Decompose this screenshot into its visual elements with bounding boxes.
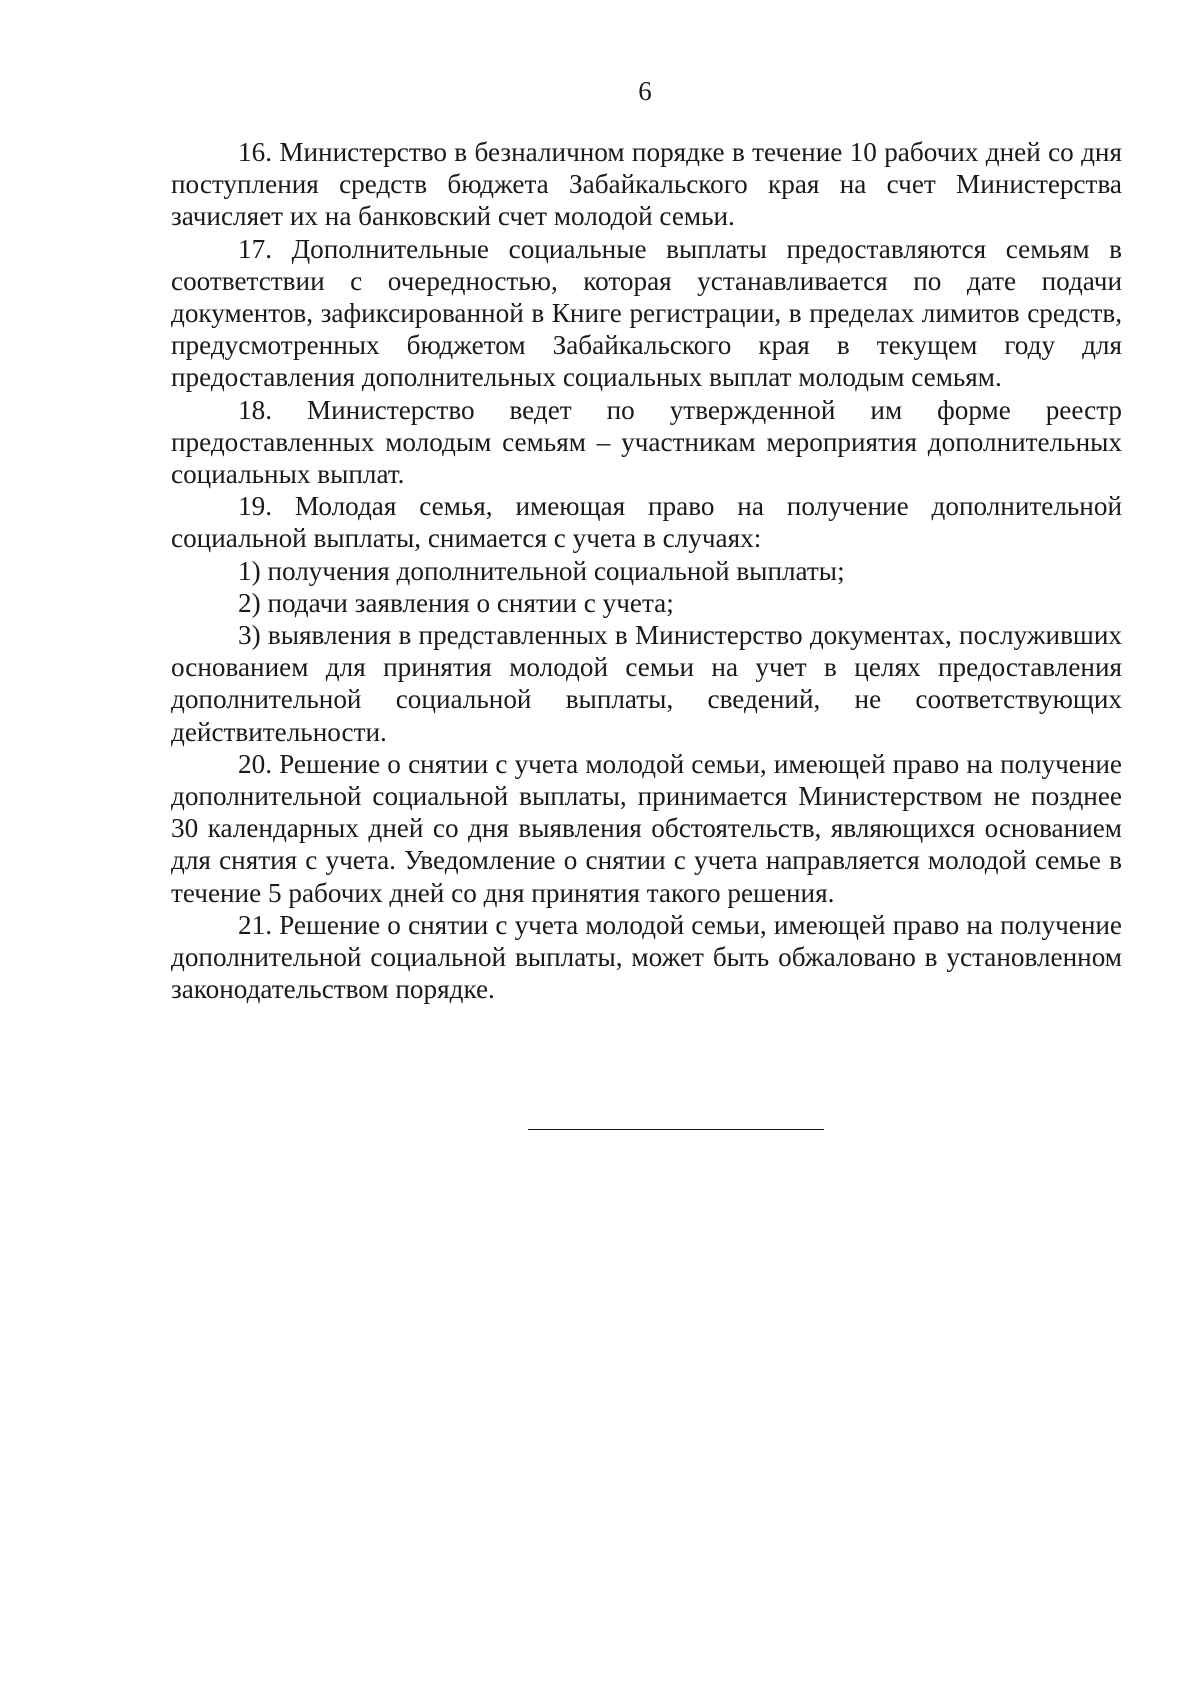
paragraph-18: 18. Министерство ведет по утвержденной им форме реестр предоставленных молодым семьям – участникам мероприятия дополнительных социальных выплат.	[171, 394, 1122, 490]
paragraph-19: 19. Молодая семья, имеющая право на получение дополнительной социальной выплаты, снимается с учета в случаях:	[171, 491, 1122, 554]
list-item-2: 2) подачи заявления о снятии с учета;	[238, 587, 674, 618]
paragraph-20: 20. Решение о снятии с учета молодой семьи, имеющей право на получение дополнительной социальной выплаты, принимается Министерством не позднее 30 календарных дней со дня выявления обстоятельств, являющихся основанием для снятия с учета. Уведомление о снятии с учета направляется молодой семье в течение 5 рабочих дней со дня принятия такого решения.	[171, 748, 1122, 908]
paragraph-17: 17. Дополнительные социальные выплаты предоставляются семьям в соответствии с очередностью, которая устанавливается по дате подачи документов, зафиксированной в Книге регистрации, в пределах лимитов средств, предусмотренных бюджетом Забайкальского края в текущем году для предоставления дополнительных социальных выплат молодым семьям.	[171, 233, 1122, 393]
paragraph-16: 16. Министерство в безналичном порядке в течение 10 рабочих дней со дня поступления средств бюджета Забайкальского края на счет Министерства зачисляет их на банковский счет молодой семьи.	[171, 137, 1122, 232]
document-body	[171, 136, 1122, 1005]
paragraph-21: 21. Решение о снятии с учета молодой семьи, имеющей право на получение дополнительной социальной выплаты, может быть обжаловано в установленном законодательством порядке.	[171, 909, 1122, 1005]
page-number: 6	[638, 76, 652, 106]
end-of-document-rule	[528, 1129, 824, 1130]
list-item-1: 1) получения дополнительной социальной выплаты;	[238, 555, 845, 586]
list-item-3: 3) выявления в представленных в Министерство документах, послуживших основанием для принятия молодой семьи на учет в целях предоставления дополнительной социальной выплаты, сведений, не соответствующих действительности.	[171, 620, 1122, 747]
